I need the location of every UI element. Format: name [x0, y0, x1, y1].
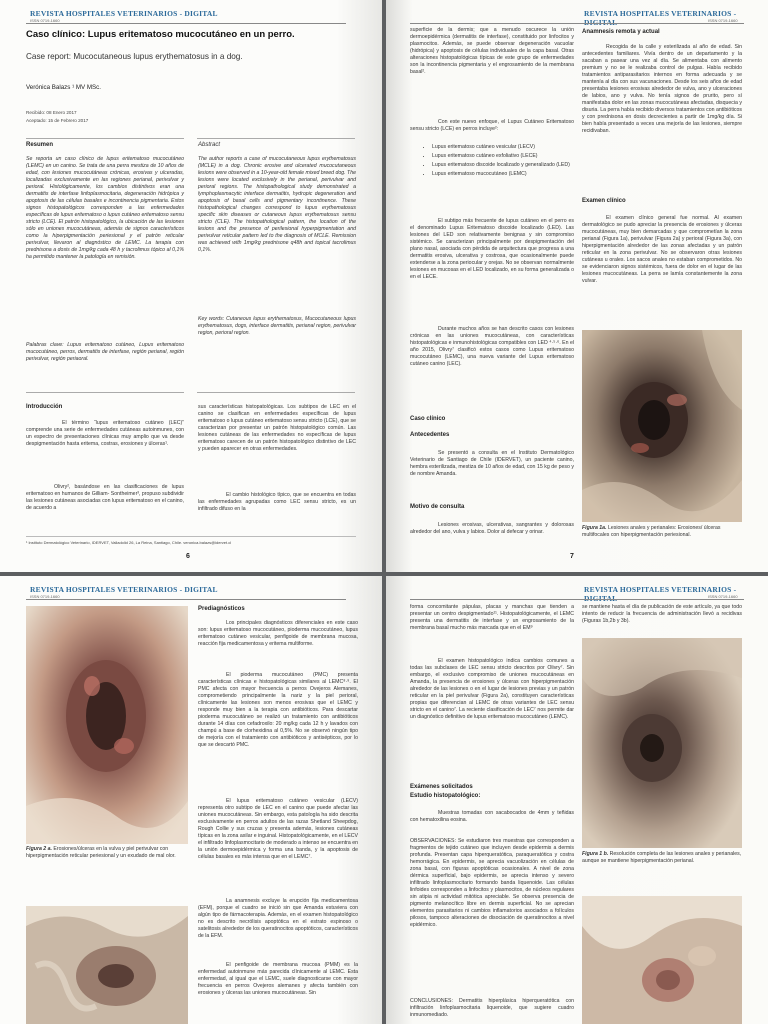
journal-name: REVISTA HOSPITALES VETERINARIOS - DIGITAL — [30, 585, 218, 594]
page-8 — [0, 576, 382, 1024]
figure-1b-caption: Figura 1 b. Resolución completa de las lesiones anales y perianales, aunque se mantiene hiperpigmentación perianal. — [582, 851, 742, 864]
keywords: Key words: Cutaneous lupus erythematosus, Mucocutaneous lupus erythematosus, dogs, interface dermatitis, perianal region, perivulvar region, perioral region. — [198, 316, 356, 336]
resumen-rule — [26, 138, 184, 139]
anamnesis-text: Recogida de la calle y esterilizada al año de edad. Sin antecedentes familiares. Vivía dentro de un departamento y la sacaban a pasear una vez al día. Se alimentaba con alimento premium y no se le realizaba control de pulgas. Había recibido tratamientos antiparasitarios internos en forma adecuada y se mantenía al día con sus vacunaciones. Desde los seis años de edad presentaba lesiones erosivas alrededor de vulva, ano y ulceraciones de labios, ano y vulva. No tenía signos de prurito, pero sí manifestaba dolor en las zonas mucocutáneas afectadas, disquecia y disuria. La perra había recibido diversos tratamientos con antibióticos y con prednisona en dosis decrecientes a partir de 1mg/kg día. Si bien había presentado a veces una mejoría de las lesiones, siempre recidivaban. — [582, 44, 742, 134]
col1-paragraph-2: Con este nuevo enfoque, el Lupus Cutáneo Eritematoso sensu stricto (LCE) en perros incluye²: — [410, 119, 574, 132]
accepted-date: Aceptado: 15 de Febrero 2017 — [26, 118, 89, 123]
journal-name: REVISTA HOSPITALES VETERINARIOS - — [584, 585, 737, 594]
page-9 — [386, 576, 768, 1024]
abstract-end-rule — [197, 392, 355, 393]
journal-name: REVISTA HOSPITALES VETERINARIOS - DIGITAL — [30, 9, 218, 18]
abstract-heading: Abstract — [198, 142, 221, 148]
header-rule — [26, 599, 346, 600]
figure-2a-caption: Figura 2 a. Erosiones/úlceras en la vulva y piel perivulvar con hiperpigmentación reticular periesional y un exudado de mal olor. — [26, 846, 176, 859]
page-6 — [0, 0, 382, 572]
col1-paragraph-1: superficie de la dermis; que a menudo oscurece la unión dermoepidérmica (dermatitis de interfase), constituido por linfocitos y plasmocitos. Además, se puede observar degeneración vacuolar (hidrópica) y apoptosis de células individuales de la capa basal. Otras alteraciones histopatológicas típicas de este grupo de enfermedades son la incontinencia pigmentaria y el engrosamiento de la membrana basal². — [410, 27, 574, 75]
figure-1b-photo — [582, 638, 742, 848]
motivo-heading: Motivo de consulta — [410, 504, 465, 510]
issn: ISSN 0719-1660 — [30, 18, 60, 23]
motivo-text: Lesiones erosivas, ulcerativas, sangrantes y dolorosas alrededor del ano, vulva y labios. Dolor al defecar y orinar. — [410, 522, 574, 535]
diag-paragraph-2: El pioderma mucocutáneo (PMC) presenta características clínicas e histopatológicas similares al LEMC⁸·⁹. El PMC afecta con mayor frecuencia a perros Ovejeros Alemanes, comprometiendo principalmente la nariz y la piel perioral, clínicamente las lesiones son menos erosivas que el LEMC y responde muy bien a la terapia con antibióticos. Para descartar pioderma mucocutáneo se realizó un tratamiento con antibióticos durante 14 días con cefadroxilo: 20 mg/kg cada 12 h y lavados con champú a base de clorhexidina al 0,5%. No se observó ningún tipo de mejoría con el tratamiento con antibióticos y antisépticos, por lo que se descartó PMC. — [198, 672, 358, 748]
issn: ISSN 0719-1660 — [708, 594, 738, 599]
page-number: 7 — [570, 553, 574, 560]
figure-1a-photo — [582, 330, 742, 522]
estudio-text: Muestras tomadas con sacabocados de 4mm y teñidas con hematoxilina eosina. — [410, 810, 574, 823]
figure-1a-caption: Figura 1a. Lesiones anales y perianales: Erosiones/ úlceras multifocales con hiperpigmentación periesional. — [582, 525, 721, 538]
page-7 — [386, 0, 768, 572]
col1-paragraph-2: El examen histopatológico indica cambios comunes a todas las subclases de LEC sensu stricto descritos por Olivry⁷. Sin embargo, el exclusivo compromiso de uniones mucocutáneas en Amanda, la presencia de erosiones y úlceras con hiperpigmentación alrededor de las lesiones o en el lugar de lesiones previas y un patrón reticular en la piel perivulvar (Figura 2a), constituyen características propias que diferencian al LEMC de otras variantes de LEC sensu stricto en el canino⁷. La reciente clasificación de LEC⁷ nos permite dar un diagnóstico definitivo de lupus eritematoso mucocutáneo (LEMC). — [410, 658, 574, 720]
list-item: • Lupus eritematoso discoide localizado y generalizado (LED) — [432, 162, 582, 169]
observaciones-text: OBSERVACIONES: Se estudiaron tres muestras que corresponden a fragmentos de tejido cutáneo que incluyen desde epidermis a dermis profunda. Presentan capa hiperqueratótica, paraqueratótica y costra hemorrágica. En epidermis, se aprecia vacuolización en células de zona basal, con figuras apoptóticas ocasionales. A nivel de zona dérmica superficial, bajo epidermis, se aprecia intenso y severo infiltrado linfoplasmocitario formando banda liquenoide. Las células linfoides corresponden a linfocitos y plasmocitos, de núcleos regulares sin atipia ni actividad mitótica apreciable. Se observa presencia de pigmento melanocítico libre en dermis superficial. No se aprecian elementos parasitarios ni cambios inflamatorios asociados a folículos pilosos, tampoco alteraciones de disociación de queratinocitos a nivel epidérmico. — [410, 838, 574, 928]
col1-paragraph-3: El subtipo más frecuente de lupus cutáneo en el perro es el denominado Lupus Eritematoso discoide localizado (LED). Las lesiones del LED son relativamente benignas y sin compromiso sistémico. Se caracterizan principalmente por despigmentación del plano nasal, asociada con pérdida de arquitectura que progresa a una dermatitis erosiva, ulcerativa y costrosa, que ocasionalmente puede extenderse a la zona periocular y orejas. No se observan normalmente lesiones en mucosas en el LED localizado, en su forma generalizada o en el LECE. — [410, 218, 574, 280]
intro-paragraph-4: El cambio histológico típico, que se encuentra en todas las enfermedades agrupadas como LEC sensu stricto, es un infiltrado difuso en la — [198, 492, 356, 512]
header-rule — [26, 23, 346, 24]
issn: ISSN 0719-1660 — [708, 18, 738, 23]
resumen-end-rule — [26, 392, 184, 393]
estudio-heading: Estudio histopatológico: — [410, 793, 481, 799]
figure-photo-bottom — [582, 896, 742, 1024]
caso-heading: Caso clínico — [410, 416, 446, 422]
diag-paragraph-5: El penfigoide de membrana mucosa (PMM) es la enfermedad autoinmune más parecida clínicamente al LEMC. Esta enfermedad, al igual que el LEMC, suele diagnosticarse con mayor frecuencia en perros Ovejeros alemanes y afecta también con erosiones y úlceras las uniones mucocutáneas. Sin — [198, 962, 358, 996]
intro-paragraph-2: Olivry², basándose en las clasificaciones de lupus eritematoso en humanos de Gilliam- Sontheimer³, propuso subdividir las lesiones cutáneas asociadas con lupus eritematoso en el canino, de acuerdo a — [26, 484, 185, 511]
page-number: 6 — [186, 553, 190, 560]
examen-heading: Examen clínico — [582, 198, 626, 204]
diag-paragraph-1: Los principales diagnósticos diferenciales en este caso son: lupus eritematoso mucocutáneo, pioderma mucocutáneo, lupus eritematoso cutáneo vesicular, penfigoide de membrana mucosa, reacción fija medicamentosa y eritema multiforme. — [198, 620, 358, 647]
author: Verónica Balazs ¹ MV MSc. — [26, 84, 101, 91]
examen-text: El examen clínico general fue normal. Al examen dermatológico se pudo apreciar la presencia de erosiones y úlceras mucocutáneas, muy bien demarcadas y que comprometían la zona perianal (Figura 1a), perivulvar (Figura 2a) y perioral (Figura 3a), con hiperpigmentación alrededor de las zonas afectadas y un patrón reticular en la zona perivulvar. No se observaron otras lesiones cutáneas u orales. Los sacos anales no estaban comprometidos. No se evidenciaron signos sistémicos, fuera de dolor en el lugar de las lesiones mucocutáneas. La perra se lamía constantemente la zona vulvar. — [582, 215, 742, 284]
antecedentes-heading: Antecedentes — [410, 432, 450, 438]
list-item: • Lupus eritematoso cutáneo vesicular (LECV) — [432, 144, 582, 151]
intro-heading: Introducción — [26, 404, 63, 410]
article-title: Caso clínico: Lupus eritematoso mucocutáneo en un perro. — [26, 29, 295, 40]
figure-2a-photo — [26, 606, 188, 844]
abstract-text: The author reports a case of mucocutaneous lupus erythematosus (MCLE) in a dog. Chronic erosive and ulcerated mucocutaneous lesions were observed in a 10-year-old female mixed breed dog. The lesions were located exclusively in the perianal, perivulvar and perioral regions. The histopathological study demonstrated a lymphoplasmacytic interface dermatitis, hydropic degeneration and apoptosis of basal cells and pigmentary incontinence. These histopathological changes correspond to lupus erythematosus specific skin diseases or cutaneous lupus erythematosus sensu stricto (CLE). The histopathological pattern, the location of the lesions and the presence of perilesional hyperpigmentation and perivulvar reticular pattern led to the diagnosis of MCLE. Remission was achieved with 1mg/kg prednisone q48h and topical tacrolimus 0,1%. — [198, 156, 356, 253]
palabras-clave: Palabras clave: Lupus eritematoso cutáneo, Lupus eritematoso mucocutáneo, perros, dermatitis de interfase, región perianal, región perivulvar, región periaoral. — [26, 342, 184, 362]
examenes-heading: Exámenes solicitados — [410, 784, 473, 790]
resumen-heading: Resumen — [26, 142, 54, 148]
issn: ISSN 0719-1660 — [30, 594, 60, 599]
list-item: • Lupus eritematoso mucocutáneo (LEMC) — [432, 171, 582, 178]
figure-photo-bottom — [26, 906, 188, 1024]
header-rule — [410, 23, 744, 24]
diag-paragraph-4: La anamnesis excluye la erupción fija medicamentosa (EFM), porque el cuadro se inició sin que Amanda estuviera con algún tipo de fármacoterapia. Además, en el examen histopatológico no es descrito necrólisis apoptótica en el estrato espinoso o satelitosis alrededor de los queratinocitos apoptóticos, característicos de la EFM. — [198, 898, 358, 939]
conclusiones-text: CONCLUSIONES: Dermatitis hiperplásica hiperqueratótica con infiltración linfoplasmocitaria liquenoide, que sugiere cuadro inmunomediado. — [410, 998, 574, 1018]
journal-name: REVISTA HOSPITALES VETERINARIOS - — [584, 9, 737, 18]
diag-paragraph-3: El lupus eritematoso cutáneo vesicular (LECV) representa otro subtipo de LEC en el canino que puede afectar las uniones mucocutáneas. Sin embargo, esta patología ha sido descrita exclusivamente en perros adultos de las razas Shetland Sheepdog, Rough Collie y sus cruzas y presenta además, lesiones cutáneas típicas en la zona axilar e inguinal. Histopatológicamente, en el LECV el infiltrado linfoplasmocitario de moderado a intenso se encuentra en la unión dermoepidérmica y forma una banda, y la apoptosis de células basales es más intensa que en el LEMC⁷. — [198, 798, 358, 860]
col1-paragraph-1: forma concomitante pápulas, placas y manchas que tienden a presentar un centro despigmentado¹¹. Histopatológicamente, el LEMC presenta una dermatitis de interfase y un engrosamiento de la membrana basal mucho más marcada que en el EM⁹ — [410, 604, 574, 631]
antecedentes-text: Se presentó a consulta en el Instituto Dermatológico Veterinario de Santiago de Chile (IDERVET), un paciente canino, hembra esterilizada, mestiza de 10 años de edad, con 15 kg de peso y de nombre Amanda. — [410, 450, 574, 477]
article-subtitle: Case report: Mucocutaneous lupus erythematosus in a dog. — [26, 52, 243, 61]
received-date: Recibido: 08 Enero 2017 — [26, 110, 77, 115]
intro-paragraph-3: sus características histopatológicas. Los subtipos de LEC en el canino se clasifican en enfermedades específicas de lupus eritematoso o lupus cutáneo eritematoso sensu stricto (LCE), que se caracterizan por presentar un patrón histopatológico común. Las lesiones cutáneas de las enfermedades no específicas de lupus eritematoso carecen de un patrón histopatológico distintivo de LEC y pueden aparecer en otras enfermedades. — [198, 404, 356, 452]
header-rule — [410, 599, 744, 600]
lupus-subtypes-list — [416, 144, 582, 180]
anamnesis-heading: Anamnesis remota y actual — [582, 29, 660, 35]
list-item: • Lupus eritematoso cutáneo exfoliativo (LECE) — [432, 153, 582, 160]
col1-paragraph-4: Durante muchos años se han descrito casos con lesiones crónicas en las uniones mucocutáneas, con características histopatológicas e inmunohistológicas compatibles con LED ⁴·⁵·⁶. En el año 2015, Olivry⁷ clasificó estos casos como Lupus eritematoso mucocutáneo (LEMC), una nueva variante del Lupus eritematoso cutáneo canino (LEC). — [410, 326, 574, 367]
footnote: ¹ Instituto Dermatológico Veterinario, IDERVET, Valladolid 26, La Reina, Santiago, Chile. veronica.balazs@idervet.cl — [26, 540, 232, 545]
col2-paragraph-1: se mantiene hasta el día de publicación de este artículo, ya que todo intento de reducir la frecuencia de administración llevó a recidivas (Figuras 1b,2b y 3b). — [582, 604, 742, 624]
resumen-text: Se reporta un caso clínico de lupus eritematoso mucocutáneo (LEMC) en un canino. Se trata de una perra mestiza de 10 años de edad, con lesiones mucocutáneas crónicas, erosivas y ulceradas, localizadas exclusivamente en las regiones perianal, perivulvar y perioral. Histológicamente, los cambios distintivos eran una dermatitis de interfase linfoplasmocitaria, degeneración hidrópica y apoptosis de las células basales e incontinencia pigmentaria. Estos signos histopatológicos corresponden a las enfermedades específicas de lupus eritematoso o lupus cutáneo eritematoso sensu stricto (LCE). El patrón histopatológico, la ubicación de las lesiones sólo en uniones mucocutáneas, además de signos característicos como la hiperpigmentación periesional y el patrón reticular perivulvar, llevaron al diagnóstico de LEMC. La terapia con prednisona a dosis de 1mg/kg cada 48 h y tacrolimus tópico al 0,1% ha permitido mantener la patología en remisión. — [26, 156, 184, 260]
abstract-rule — [197, 138, 355, 139]
intro-paragraph-1: El término “lupus eritematoso cutáneo (LEC)” comprende una serie de enfermedades cutáneas autoinmunes, con un espectro de presentaciones clínicas muy amplio que va desde despigmentación hasta eritema, costras, erosiones y úlceras¹. — [26, 420, 184, 447]
footnote-rule — [26, 536, 356, 537]
diag-heading: Prediagnósticos — [198, 606, 245, 612]
